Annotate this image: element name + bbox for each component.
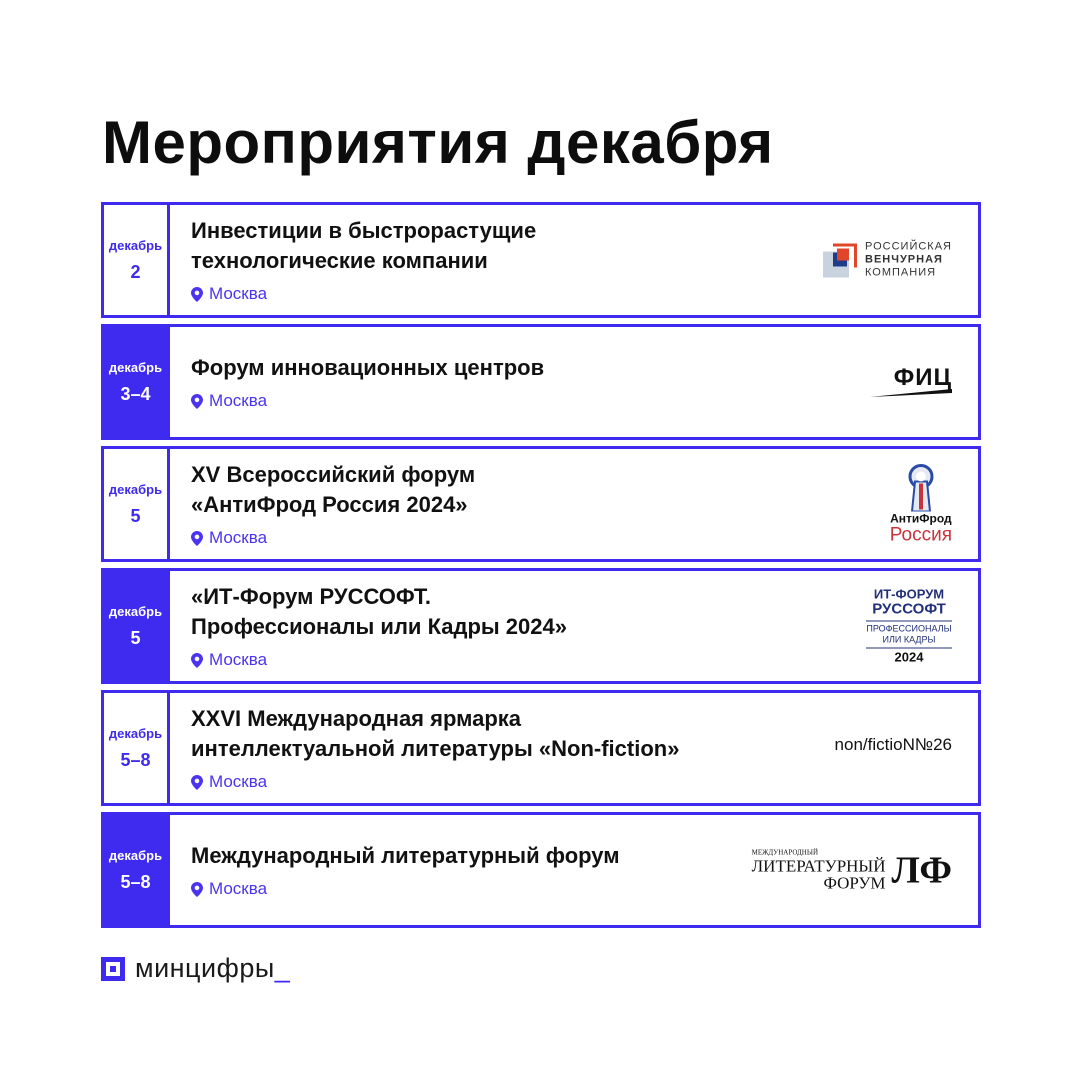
event-card[interactable] <box>101 812 981 928</box>
event-card[interactable] <box>101 202 981 318</box>
event-month: декабрь <box>108 603 163 619</box>
event-card[interactable] <box>101 446 981 562</box>
event-date <box>104 815 170 925</box>
event-day: 2 <box>130 261 141 282</box>
literary-forum-logo: МЕЖДУНАРОДНЫЙ ЛИТЕРАТУРНЫЙ ФОРУМ ЛФ <box>751 848 952 893</box>
location-pin-icon <box>191 653 203 668</box>
event-day: 5 <box>130 505 141 526</box>
event-location: Москва <box>191 650 978 670</box>
page-title: Мероприятия декабря <box>102 109 774 176</box>
event-card[interactable] <box>101 568 981 684</box>
event-title: Форум инновационных центров <box>191 355 545 380</box>
event-date <box>104 571 170 681</box>
location-pin-icon <box>191 775 203 790</box>
event-day: 5–8 <box>120 871 151 892</box>
event-day: 5–8 <box>120 749 151 770</box>
event-month: декабрь <box>108 359 163 375</box>
event-title: «ИТ-Форум РУССОФТ. Профессионалы или Кадры 2024» <box>191 584 567 639</box>
location-pin-icon <box>191 394 203 409</box>
russoft-logo: ИТ-ФОРУМ РУССОФТ ПРОФЕССИОНАЛЫ ИЛИ КАДРЫ 2024 <box>866 586 952 665</box>
antifraud-logo: АнтиФрод Россия <box>890 464 952 545</box>
event-month: декабрь <box>108 481 163 497</box>
event-location: Москва <box>191 528 978 548</box>
event-card[interactable] <box>101 324 981 440</box>
event-month: декабрь <box>108 847 163 863</box>
mincifry-logo-icon <box>101 957 125 981</box>
event-day: 3–4 <box>120 383 151 404</box>
location-pin-icon <box>191 531 203 546</box>
keyhole-icon <box>904 464 938 512</box>
brand-name: минцифры <box>135 953 275 983</box>
event-location: Москва <box>191 772 978 792</box>
fic-logo: ФИЦ <box>870 367 952 397</box>
brand-cursor: _ <box>274 953 291 983</box>
event-month: декабрь <box>108 725 163 741</box>
event-location: Москва <box>191 879 978 899</box>
event-title: XV Всероссийский форум «АнтиФрод Россия 2024» <box>191 462 476 517</box>
location-pin-icon <box>191 287 203 302</box>
nonfiction-logo: non/fictioN№26 <box>834 735 952 754</box>
event-date <box>104 205 170 315</box>
event-title: Международный литературный форум <box>191 843 620 868</box>
event-day: 5 <box>130 627 141 648</box>
event-title: XXVI Международная ярмарка интеллектуальной литературы «Non-fiction» <box>191 706 680 761</box>
mincifry-brand <box>101 953 290 984</box>
event-date <box>104 449 170 559</box>
location-pin-icon <box>191 882 203 897</box>
event-card[interactable] <box>101 690 981 806</box>
rvk-logo: РОССИЙСКАЯ ВЕНЧУРНАЯ КОМПАНИЯ <box>823 241 952 280</box>
event-location: Москва <box>191 391 978 411</box>
event-month: декабрь <box>108 237 163 253</box>
event-date <box>104 693 170 803</box>
event-location: Москва <box>191 284 978 304</box>
event-date <box>104 327 170 437</box>
event-title: Инвестиции в быстрорастущие технологические компании <box>191 218 537 273</box>
